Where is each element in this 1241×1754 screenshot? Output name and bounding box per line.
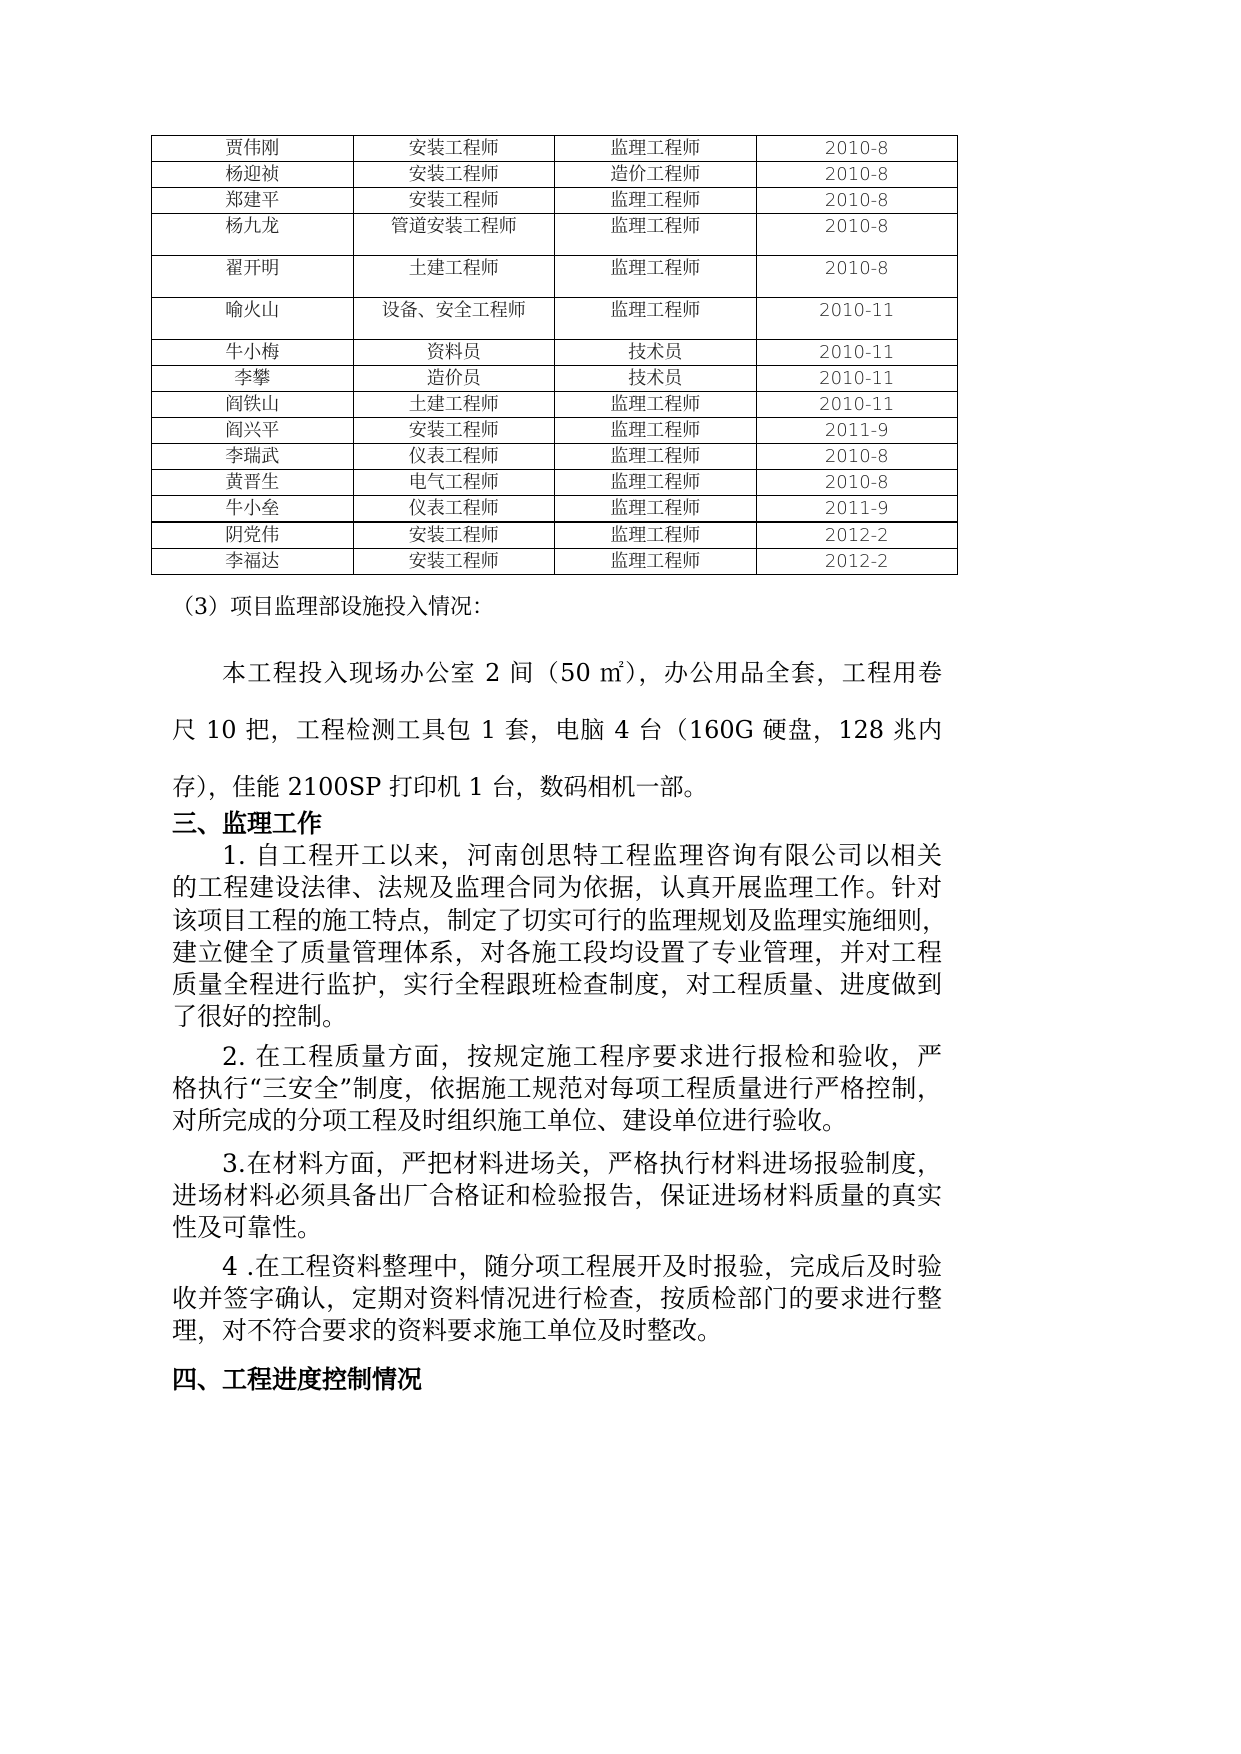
paragraph-line: 1. 自工程开工以来，河南创思特工程监理咨询有限公司以相关 (222, 841, 942, 870)
table-row (152, 366, 958, 392)
title-cell: 造价员 (353, 366, 555, 392)
date-cell: 2010-8 (756, 188, 958, 214)
role-cell: 技术员 (555, 366, 757, 392)
name-cell: 翟开明 (152, 256, 354, 298)
role-cell: 监理工程师 (555, 444, 757, 470)
title-cell: 安装工程师 (353, 549, 555, 575)
paragraph-line: 性及可靠性。 (172, 1213, 323, 1243)
name-cell: 喻火山 (152, 298, 354, 340)
title-cell: 管道安装工程师 (353, 214, 555, 256)
title-cell: 安装工程师 (353, 522, 555, 549)
name-cell: 杨九龙 (152, 214, 354, 256)
title-cell: 土建工程师 (353, 392, 555, 418)
role-cell: 监理工程师 (555, 549, 757, 575)
title-cell: 安装工程师 (353, 136, 555, 162)
role-cell: 监理工程师 (555, 522, 757, 549)
name-cell: 牛小垒 (152, 496, 354, 523)
role-cell: 监理工程师 (555, 418, 757, 444)
table-row (152, 214, 958, 256)
table-row (152, 496, 958, 523)
role-cell: 技术员 (555, 340, 757, 366)
paragraph (172, 1251, 942, 1348)
paragraph-line: 3.在材料方面，严把材料进场关，严格执行材料进场报验制度， (222, 1148, 942, 1178)
title-cell: 土建工程师 (353, 256, 555, 298)
table-row (152, 470, 958, 496)
staff-table (151, 135, 958, 575)
date-cell: 2011-9 (756, 496, 958, 523)
section-3 (172, 808, 948, 1347)
paragraph-line: 4 .在工程资料整理中，随分项工程展开及时报验，完成后及时验 (222, 1251, 942, 1281)
paragraph (172, 840, 948, 1034)
table-row (152, 392, 958, 418)
paragraph-line: 格执行“三安全”制度，依据施工规范对每项工程质量进行严格控制， (172, 1074, 942, 1104)
paragraph-line: 理，对不符合要求的资料要求施工单位及时整改。 (172, 1316, 723, 1346)
paragraph (172, 1041, 942, 1138)
section-3-title: 三、监理工作 (172, 809, 323, 838)
date-cell: 2010-8 (756, 470, 958, 496)
table-row (152, 162, 958, 188)
title-cell: 电气工程师 (353, 470, 555, 496)
role-cell: 监理工程师 (555, 256, 757, 298)
paragraph-line: 对所完成的分项工程及时组织施工单位、建设单位进行验收。 (172, 1106, 848, 1136)
name-cell: 杨迎祯 (152, 162, 354, 188)
paragraph-line: 存），佳能 2100SP 打印机 1 台，数码相机一部。 (172, 773, 708, 801)
paragraph-line: 该项目工程的施工特点，制定了切实可行的监理规划及监理实施细则， (172, 905, 948, 935)
table-row (152, 549, 958, 575)
table-row (152, 522, 958, 549)
date-cell: 2010-11 (756, 366, 958, 392)
facilities-paragraph (172, 645, 942, 816)
paragraph-line: 收并签字确认，定期对资料情况进行检查，按质检部门的要求进行整 (172, 1283, 942, 1313)
paragraph-line: 了很好的控制。 (172, 1002, 348, 1032)
name-cell: 李瑞武 (152, 444, 354, 470)
table-row (152, 340, 958, 366)
date-cell: 2010-8 (756, 214, 958, 256)
table-row (152, 256, 958, 298)
name-cell: 阎兴平 (152, 418, 354, 444)
table-row (152, 418, 958, 444)
paragraph-line: 进场材料必须具备出厂合格证和检验报告，保证进场材料质量的真实 (172, 1180, 942, 1210)
title-cell: 安装工程师 (353, 162, 555, 188)
section-4-title: 四、工程进度控制情况 (172, 1365, 423, 1394)
date-cell: 2010-8 (756, 136, 958, 162)
date-cell: 2010-8 (756, 256, 958, 298)
role-cell: 监理工程师 (555, 214, 757, 256)
name-cell: 郑建平 (152, 188, 354, 214)
role-cell: 造价工程师 (555, 162, 757, 188)
table-row (152, 136, 958, 162)
title-cell: 安装工程师 (353, 418, 555, 444)
table-row (152, 444, 958, 470)
date-cell: 2010-11 (756, 392, 958, 418)
role-cell: 监理工程师 (555, 392, 757, 418)
paragraph-line: 尺 10 把，工程检测工具包 1 套，电脑 4 台（160G 硬盘，128 兆内 (172, 716, 942, 744)
name-cell: 贾伟刚 (152, 136, 354, 162)
date-cell: 2010-8 (756, 162, 958, 188)
date-cell: 2012-2 (756, 522, 958, 549)
table-row (152, 188, 958, 214)
date-cell: 2010-8 (756, 444, 958, 470)
title-cell: 仪表工程师 (353, 496, 555, 523)
paragraph-line: 2. 在工程质量方面，按规定施工程序要求进行报检和验收，严 (222, 1041, 942, 1071)
paragraph-line: 的工程建设法律、法规及监理合同为依据，认真开展监理工作。针对 (172, 873, 942, 903)
date-cell: 2012-2 (756, 549, 958, 575)
paragraph-line: 本工程投入现场办公室 2 间（50 ㎡），办公用品全套，工程用卷 (222, 659, 942, 687)
date-cell: 2010-11 (756, 298, 958, 340)
date-cell: 2011-9 (756, 418, 958, 444)
paragraph-line: 建立健全了质量管理体系，对各施工段均设置了专业管理，并对工程 (172, 937, 942, 967)
title-cell: 设备、安全工程师 (353, 298, 555, 340)
name-cell: 李福达 (152, 549, 354, 575)
role-cell: 监理工程师 (555, 496, 757, 523)
name-cell: 阴党伟 (152, 522, 354, 549)
role-cell: 监理工程师 (555, 188, 757, 214)
paragraph (172, 1148, 942, 1245)
title-cell: 安装工程师 (353, 188, 555, 214)
title-cell: 资料员 (353, 340, 555, 366)
role-cell: 监理工程师 (555, 298, 757, 340)
date-cell: 2010-11 (756, 340, 958, 366)
name-cell: 牛小梅 (152, 340, 354, 366)
role-cell: 监理工程师 (555, 136, 757, 162)
title-cell: 仪表工程师 (353, 444, 555, 470)
table-row (152, 298, 958, 340)
paragraph-line: 质量全程进行监护，实行全程跟班检查制度，对工程质量、进度做到 (172, 970, 942, 1000)
name-cell: 阎铁山 (152, 392, 354, 418)
role-cell: 监理工程师 (555, 470, 757, 496)
facilities-heading: （3）项目监理部设施投入情况： (172, 595, 494, 620)
name-cell: 李攀 (152, 366, 354, 392)
name-cell: 黄晋生 (152, 470, 354, 496)
